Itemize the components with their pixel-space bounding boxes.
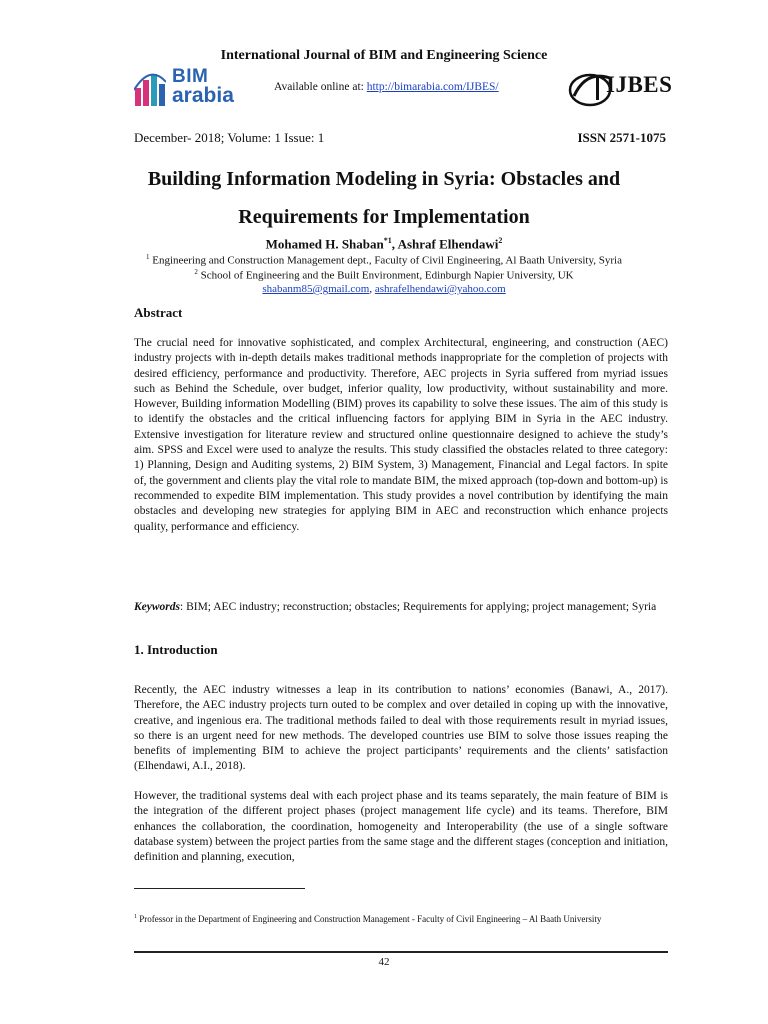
email-separator: , xyxy=(369,283,375,295)
keywords-label: Keywords xyxy=(134,601,180,613)
footnote-marker: 1 xyxy=(134,914,137,920)
bim-arabia-logo xyxy=(134,66,242,108)
author-separator: , xyxy=(391,236,398,252)
author-2: Ashraf Elhendawi xyxy=(397,236,499,252)
affiliation-2 xyxy=(0,268,768,282)
journal-title: International Journal of BIM and Engineering Science xyxy=(220,48,548,63)
paper-title: Building Information Modeling in Syria: Obstacles and Requirements for Implementation xyxy=(147,168,621,228)
logo-text-bim: BIM xyxy=(172,66,209,87)
bim-arabia-logo-icon xyxy=(134,70,166,106)
introduction-paragraph-1: Recently, the AEC industry witnesses a leap in its contribution to nations’ economies (Banawi, A., 2017). Therefore, the AEC industry projects turn outed to be complex and over detailed in coping up with the innovative, creative, and ingenious era. The traditional methods failed to deal with those requirements result in myriad issues, so there is an urgent need for new methods. The developed countries use BIM to solve those issues reaping the benefits of implementing BIM to achieve the project participants’ requirements and the clients’ satisfaction (Elhendawi, A.I., 2018). xyxy=(134,684,668,773)
issn-number: ISSN 2571-1075 xyxy=(577,130,666,145)
page-bottom-divider xyxy=(134,951,668,953)
affiliation-1-marker: 1 xyxy=(145,253,150,261)
logo-text-arabia: arabia xyxy=(172,84,234,107)
introduction-paragraph-2: However, the traditional systems deal with each project phase and its teams separately, the main feature of BIM is the integration of the different project phases (project management life cycle) and its teams. Therefore, BIM enhances the collaboration, the coordination, homogeneity and Interoperability (the use of a single software database system) between the project parties from the same stage and the different stages (conception and initiation, definition and planning, execution, xyxy=(134,790,668,864)
author-emails xyxy=(0,283,768,295)
author-2-marker: 2 xyxy=(498,236,503,245)
page-number: 42 xyxy=(378,956,390,968)
ijbes-logo xyxy=(566,66,673,110)
keywords-colon: : xyxy=(180,601,187,613)
introduction-heading: 1. Introduction xyxy=(134,642,218,657)
available-prefix: Available online at: xyxy=(274,81,367,93)
email-link-2[interactable]: ashrafelhendawi@yahoo.com xyxy=(374,283,506,295)
available-online xyxy=(274,81,499,93)
author-1-marker: *1 xyxy=(383,236,392,245)
affiliation-1-text: Engineering and Construction Management dept., Faculty of Civil Engineering, Al Baath University, Syria xyxy=(149,254,622,267)
email-link-1[interactable]: shabanm85@gmail.com xyxy=(262,283,370,295)
footnote-divider xyxy=(134,888,305,889)
ijbes-logo-text: IJBES xyxy=(606,72,673,97)
abstract-text: The crucial need for innovative sophisticated, and complex Architectural, engineering, and construction (AEC) industry projects with in-depth details makes traditional methods inappropriate for the completion of projects with desired efficiency, performance and productivity. Therefore, AEC projects in Syria suffered from myriad issues such as Behind the Schedule, over budget, inferior quality, low productivity, without sustainability and more. However, Building information Modelling (BIM) proves its capability to solve these issues. The aim of this study is to identify the obstacles and the critical influencing factors for applying BIM in Syria in the AEC industry. Extensive investigation for literature review and structured online questionnaire designed to achieve the study’s aim. SPSS and Excel were used to analyze the results. This study classified the obstacles related to three category: 1) Planning, Design and Auditing systems, 2) BIM System, 3) Management, Financial and Legal factors. In spite of, the government and clients play the vital role to mandate BIM, the mixed approach (top-down and bottom-up) is recommended to expedite BIM implementation. This study provides a novel contribution by identifying the main obstacles and developing new strategies for applying BIM in AEC and reconstruction which enhance projects quality, performance and efficiency. xyxy=(134,337,668,533)
abstract-heading: Abstract xyxy=(134,305,183,320)
affiliation-1 xyxy=(0,253,768,267)
keywords-text: BIM; AEC industry; reconstruction; obstacles; Requirements for applying; project management; Syria xyxy=(186,601,657,613)
author-1: Mohamed H. Shaban xyxy=(265,236,384,252)
author-line xyxy=(0,236,768,252)
affiliation-2-marker: 2 xyxy=(194,268,198,276)
journal-url-link[interactable]: http://bimarabia.com/IJBES/ xyxy=(366,81,499,93)
issue-dateline: December- 2018; Volume: 1 Issue: 1 xyxy=(134,130,325,145)
affiliation-2-text: School of Engineering and the Built Environment, Edinburgh Napier University, UK xyxy=(197,269,574,282)
keywords xyxy=(134,600,668,615)
footnote-text: Professor in the Department of Engineering and Construction Management - Faculty of Civil Engineering – Al Baath University xyxy=(137,914,602,924)
footnote xyxy=(134,911,668,925)
